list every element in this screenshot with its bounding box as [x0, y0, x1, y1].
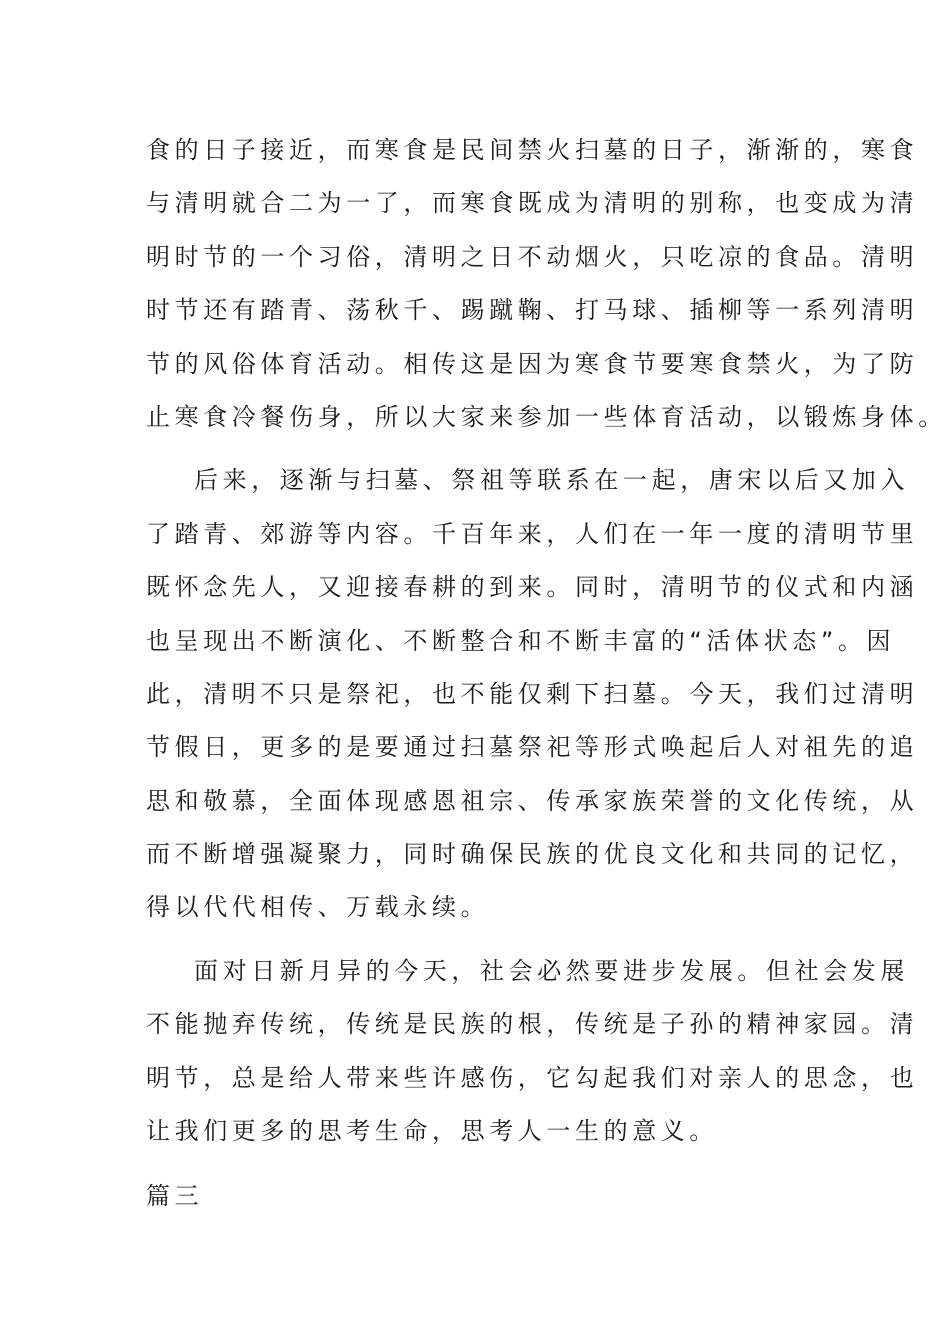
text-line: 时节还有踏青、荡秋千、踢蹴鞠、打马球、插柳等一系列清明 — [146, 296, 919, 325]
paragraph-1 — [146, 124, 947, 444]
text-line: 此，清明不只是祭祀，也不能仅剩下扫墓。今天，我们过清明 — [146, 679, 919, 708]
text-line: 不能抛弃传统，传统是民族的根，传统是子孙的精神家园。清 — [146, 1010, 919, 1039]
text-line: 节假日，更多的是要通过扫墓祭祀等形式唤起后人对祖先的追 — [146, 733, 919, 762]
paragraph-spacer — [146, 935, 806, 945]
text-line: 与清明就合二为一了，而寒食既成为清明的别称，也变成为清 — [146, 189, 919, 218]
section-heading: 篇三 — [146, 1182, 204, 1211]
paragraph-2 — [146, 454, 919, 935]
text-line: 明节，总是给人带来些许感伤，它勾起我们对亲人的思念，也 — [146, 1063, 919, 1092]
text-line: 让我们更多的思考生命，思考人一生的意义。 — [146, 1117, 718, 1146]
text-line: 后来，逐渐与扫墓、祭祖等联系在一起，唐宋以后又加入 — [194, 466, 909, 495]
text-line: 思和敬慕，全面体现感恩祖宗、传承家族荣誉的文化传统，从 — [146, 786, 919, 815]
text-line: 得以代代相传、万载永续。 — [146, 893, 490, 922]
text-line: 明时节的一个习俗，清明之日不动烟火，只吃凉的食品。清明 — [146, 242, 919, 271]
text-line: 而不断增强凝聚力，同时确保民族的优良文化和共同的记忆， — [146, 840, 919, 869]
paragraph-spacer — [146, 444, 806, 454]
text-line: 食的日子接近，而寒食是民间禁火扫墓的日子，渐渐的，寒食 — [146, 136, 919, 164]
text-line: 面对日新月异的今天，社会必然要进步发展。但社会发展 — [194, 956, 909, 985]
paragraph-3 — [146, 945, 919, 1159]
text-line: 了踏青、郊游等内容。千百年来，人们在一年一度的清明节里 — [146, 519, 919, 548]
text-line: 节的风俗体育活动。相传这是因为寒食节要寒食禁火，为了防 — [146, 349, 919, 378]
text-line: 止寒食冷餐伤身，所以大家来参加一些体育活动，以锻炼身体。 — [146, 402, 947, 431]
text-line: 也呈现出不断演化、不断整合和不断丰富的“活体状态”。因 — [146, 626, 896, 655]
document-body — [146, 124, 947, 1224]
text-line: 既怀念先人，又迎接春耕的到来。同时，清明节的仪式和内涵 — [146, 573, 919, 602]
